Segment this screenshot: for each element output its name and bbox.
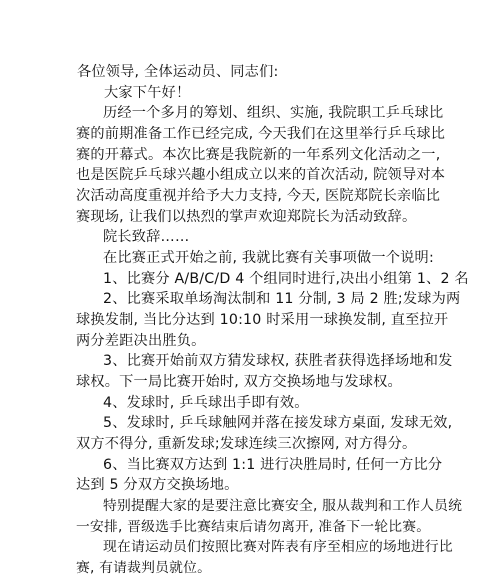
rule-item-line: 球换发制, 当比分达到 10:10 时采用一球换发制, 直至拉开 [76, 312, 449, 328]
salutation-line: 大家下午好！ [104, 84, 191, 101]
rule-item-line: 3、比赛开始前双方猜发球权, 获胜者获得选择场地和发 [103, 353, 453, 370]
paragraph-line: 赛现场, 让我们以热烈的掌声欢迎郑院长为活动致辞。 [76, 208, 417, 225]
closing-line: 赛, 有请裁判员就位。 [76, 560, 212, 576]
rule-item-line: 两分差距决出胜负。 [76, 332, 206, 349]
paragraph-line: 也是医院乒乓球兴趣小组成立以来的首次活动, 院领导对本 [76, 167, 446, 184]
rule-item-line: 4、发球时, 乒乓球出手即有效。 [103, 394, 309, 411]
reminder-line: 一安排, 晋级选手比赛结束后请勿离开, 准备下一轮比赛。 [76, 518, 431, 535]
rule-item-line: 6、当比赛双方达到 1:1 进行决胜局时, 任何一方比分 [103, 456, 443, 473]
rule-item-line: 达到 5 分双方交换场地。 [76, 477, 239, 494]
rule-item-line: 1、比赛分 A/B/C/D 4 个组同时进行,决出小组第 1、2 名 [103, 270, 469, 287]
paragraph-line: 次活动高度重视并给予大力支持, 今天, 医院郑院长亲临比 [76, 188, 441, 204]
paragraph-line: 在比赛正式开始之前, 我就比赛有关事项做一个说明: [103, 250, 434, 266]
reminder-line: 特别提醒大家的是要注意比赛安全, 服从裁判和工作人员统 [103, 498, 463, 514]
closing-line: 现在请运动员们按照比赛对阵表有序至相应的场地进行比 [103, 539, 453, 556]
speech-note-line: 院长致辞…… [103, 229, 190, 246]
greeting-line: 各位领导, 全体运动员、同志们: [77, 64, 279, 80]
rule-item-line: 5、发球时, 乒乓球触网并落在接发球方桌面, 发球无效, [103, 415, 453, 432]
rule-item-line: 双方不得分, 重新发球;发球连续三次擦网, 对方得分。 [76, 436, 417, 452]
paragraph-line: 赛的开幕式。本次比赛是我院新的一年系列文化活动之一, [76, 146, 441, 163]
paragraph-line: 历经一个多月的筹划、组织、实施, 我院职工乒乓球比 [103, 105, 444, 122]
paragraph-line: 赛的前期准备工作已经完成, 今天我们在这里举行乒乓球比 [76, 126, 446, 142]
rule-item-line: 2、比赛采取单场淘汰制和 11 分制, 3 局 2 胜;发球为两 [103, 291, 461, 308]
rule-item-line: 球权。下一局比赛开始时, 双方交换场地与发球权。 [76, 374, 402, 390]
